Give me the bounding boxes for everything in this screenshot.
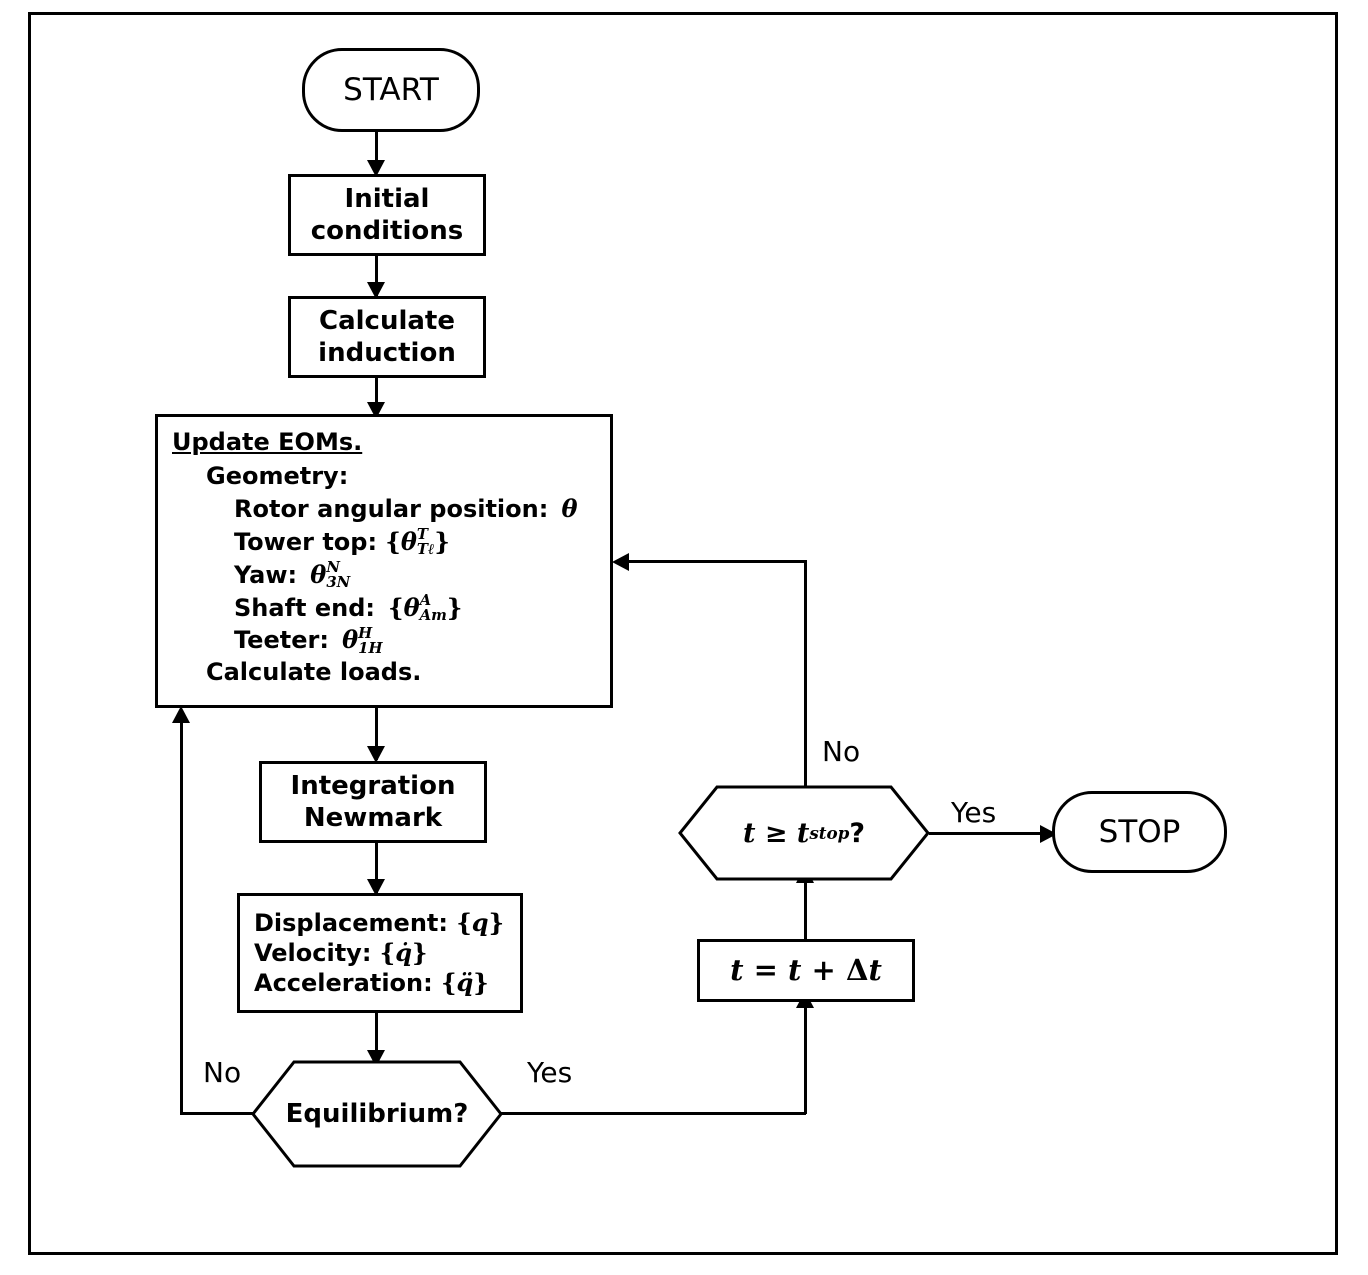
eom-item-teeter: Teeter: θ H 1H bbox=[234, 624, 383, 657]
edge-label-time-check-yes: Yes bbox=[951, 796, 997, 829]
edge-equilibrium-yes-horizontal bbox=[500, 1112, 806, 1115]
arrowhead-equilibrium-no-to-eom bbox=[172, 706, 190, 723]
result-acceleration-label: Acceleration: bbox=[254, 969, 433, 997]
eom-item-teeter-text: Teeter: bbox=[234, 626, 329, 655]
node-results bbox=[237, 893, 523, 1013]
edge-time-check-no-vertical bbox=[804, 560, 807, 786]
node-start-label: START bbox=[343, 71, 439, 108]
edge-label-equilibrium-no: No bbox=[203, 1056, 242, 1089]
node-initial-conditions-line2: conditions bbox=[310, 216, 464, 246]
arrowhead-time-check-no-to-eom bbox=[612, 553, 629, 571]
edge-equilibrium-yes-vertical bbox=[804, 1002, 807, 1114]
node-equilibrium-label: Equilibrium? bbox=[285, 1099, 469, 1129]
eom-geometry-label: Geometry: bbox=[206, 461, 349, 490]
edge-time-check-no-horizontal bbox=[625, 560, 807, 563]
node-time-check-label: t ≥ t stop ? bbox=[742, 817, 866, 849]
node-initial-conditions bbox=[288, 174, 486, 256]
node-calculate-induction-line2: induction bbox=[318, 338, 456, 368]
edge-equilibrium-no-horizontal bbox=[180, 1112, 253, 1115]
node-integration-line1: Integration bbox=[290, 770, 456, 801]
result-velocity: Velocity: {q̇} bbox=[254, 938, 428, 967]
node-time-update-label: t = t + Δt bbox=[730, 953, 882, 988]
eom-item-tower-top: Tower top: {θ T Tℓ } bbox=[234, 525, 450, 559]
node-integration-line2: Newmark bbox=[303, 803, 443, 833]
eom-item-rotor: Rotor angular position: θ bbox=[234, 493, 578, 523]
node-integration-newmark bbox=[259, 761, 487, 843]
node-stop bbox=[1052, 791, 1227, 873]
node-calculate-induction-line1: Calculate bbox=[319, 305, 455, 336]
edge-label-time-check-no: No bbox=[822, 735, 861, 768]
node-calculate-induction bbox=[288, 296, 486, 378]
eom-footer: Calculate loads. bbox=[206, 658, 422, 687]
eom-heading: Update EOMs. bbox=[172, 428, 363, 456]
eom-item-yaw: Yaw: θ N 3N bbox=[234, 558, 351, 592]
edge-equilibrium-no-vertical bbox=[180, 718, 183, 1114]
edge-time-update-to-check bbox=[804, 876, 807, 940]
result-displacement-label: Displacement: bbox=[254, 909, 448, 937]
edge-time-check-yes-horizontal bbox=[929, 832, 1049, 835]
result-displacement: Displacement: {q} bbox=[254, 908, 504, 937]
node-update-eoms bbox=[155, 414, 613, 708]
node-initial-conditions-line1: Initial bbox=[344, 183, 430, 214]
node-time-update bbox=[697, 939, 915, 1002]
node-stop-label: STOP bbox=[1098, 813, 1181, 850]
node-time-check bbox=[677, 784, 931, 882]
eom-item-shaft-end-text: Shaft end: bbox=[234, 593, 375, 622]
eom-item-tower-top-text: Tower top: bbox=[234, 527, 378, 556]
eom-item-yaw-text: Yaw: bbox=[234, 560, 298, 589]
edge-label-equilibrium-yes: Yes bbox=[527, 1056, 573, 1089]
result-acceleration: Acceleration: {q̈} bbox=[254, 968, 489, 997]
node-start bbox=[302, 48, 480, 132]
eom-item-shaft-end: Shaft end: {θ A Am } bbox=[234, 591, 463, 624]
node-equilibrium bbox=[250, 1059, 504, 1169]
result-velocity-label: Velocity: bbox=[254, 939, 372, 967]
eom-item-rotor-text: Rotor angular position: bbox=[234, 494, 549, 523]
